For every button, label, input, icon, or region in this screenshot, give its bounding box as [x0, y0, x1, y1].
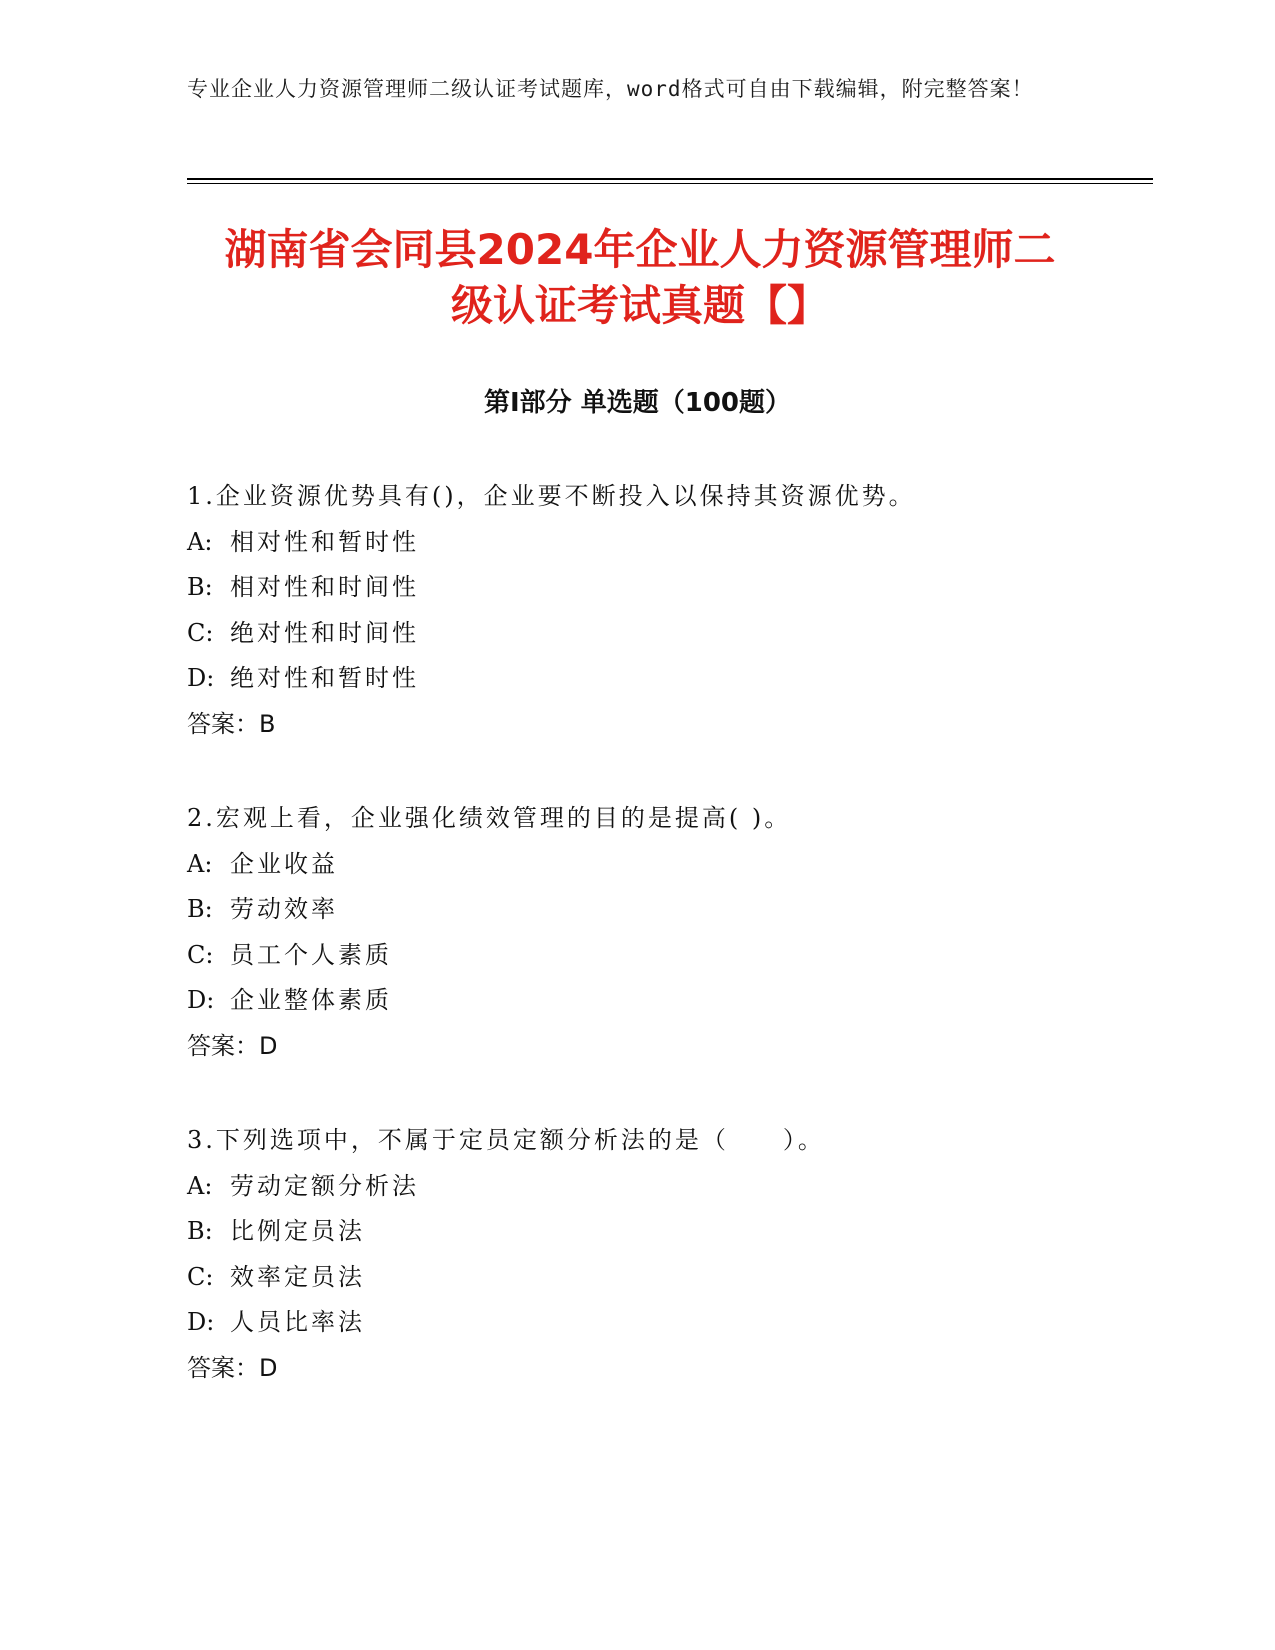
question-list: [187, 474, 1147, 1440]
header-rule-thick: [187, 178, 1153, 180]
answer: 答案：D: [187, 1031, 278, 1060]
option-letter: D:: [187, 1308, 215, 1336]
option-letter: D:: [187, 986, 215, 1014]
document-title-line-1: 湖南省会同县2024年企业人力资源管理师二: [224, 225, 1056, 274]
option-letter: B:: [187, 573, 213, 601]
answer: 答案：B: [187, 709, 276, 738]
option-c: [187, 611, 1147, 657]
option-text: 比例定员法: [230, 1217, 365, 1245]
option-text: 员工个人素质: [230, 940, 392, 969]
option-text: 企业整体素质: [230, 986, 392, 1014]
option-text: 绝对性和时间性: [230, 618, 419, 647]
document-title-line-2: 级认证考试真题【】: [450, 281, 829, 330]
option-d: [187, 656, 1147, 702]
section-title: 第I部分 单选题（100题）: [484, 388, 791, 418]
option-letter: C:: [187, 940, 214, 969]
option-letter: B:: [187, 895, 213, 923]
option-text: 相对性和时间性: [230, 573, 419, 601]
option-text: 人员比率法: [230, 1308, 365, 1336]
option-b: [187, 887, 1147, 933]
option-letter: A:: [187, 1171, 213, 1200]
option-text: 劳动定额分析法: [230, 1171, 419, 1200]
question-stem: 2.宏观上看，企业强化绩效管理的目的是提高( )。: [187, 804, 792, 832]
question-2: [187, 796, 1147, 1069]
header-rule-thin: [187, 183, 1153, 184]
option-a: [187, 520, 1147, 566]
question-stem: 3.下列选项中，不属于定员定额分析法的是（ ）。: [187, 1126, 825, 1154]
option-text: 效率定员法: [230, 1262, 365, 1291]
option-text: 企业收益: [230, 849, 338, 878]
option-d: [187, 1300, 1147, 1346]
option-c: [187, 933, 1147, 979]
option-a: [187, 842, 1147, 888]
question-3: [187, 1118, 1147, 1391]
question-stem: 1.企业资源优势具有()，企业要不断投入以保持其资源优势。: [187, 482, 916, 510]
question-1: [187, 474, 1147, 747]
option-text: 相对性和暂时性: [230, 527, 419, 556]
option-letter: B:: [187, 1217, 213, 1245]
document-title: [160, 222, 1120, 334]
option-d: [187, 978, 1147, 1024]
option-letter: A:: [187, 849, 213, 878]
option-text: 绝对性和暂时性: [230, 664, 419, 692]
option-b: [187, 1209, 1147, 1255]
option-text: 劳动效率: [230, 895, 338, 923]
option-letter: C:: [187, 1262, 214, 1291]
option-letter: C:: [187, 618, 214, 647]
option-a: [187, 1164, 1147, 1210]
answer: 答案：D: [187, 1353, 278, 1382]
header-note: 专业企业人力资源管理师二级认证考试题库，word格式可自由下载编辑，附完整答案！: [187, 77, 1034, 101]
option-b: [187, 565, 1147, 611]
option-letter: D:: [187, 664, 215, 692]
option-c: [187, 1255, 1147, 1301]
option-letter: A:: [187, 527, 213, 556]
